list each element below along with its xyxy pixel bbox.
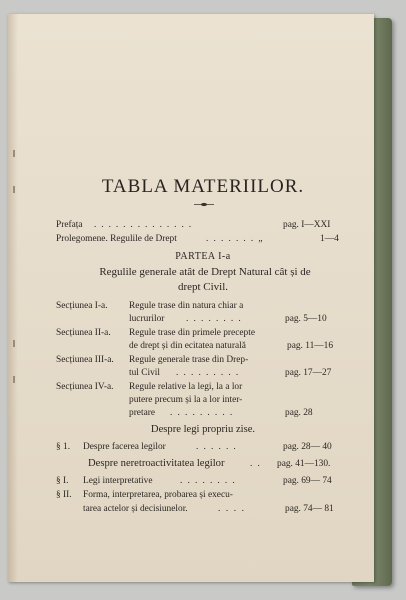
- title-ornament: [193, 202, 215, 207]
- page-ref: pag. 17—27: [285, 368, 332, 378]
- section-title-cont: tul Civil: [129, 368, 160, 378]
- leader-dots: . . . .: [218, 504, 246, 514]
- section-title-cont: putere precum și la a lor inter-: [129, 395, 243, 405]
- section-title: Regule generale trase din Drep-: [129, 355, 249, 365]
- page-ref: pag. 69— 74: [283, 476, 332, 486]
- toc-entry-prolegomene: Prolegomene. Regulile de Drept: [56, 234, 177, 244]
- section-title-cont: lucrurilor: [129, 314, 165, 324]
- page-ref: pag. 28— 40: [283, 442, 332, 452]
- leader-dots: . . . . . . . „: [206, 234, 264, 244]
- paragraph-number: § I.: [56, 476, 69, 486]
- section-number: Secțiunea I-a.: [56, 301, 108, 311]
- leader-dots: . . . . . . . .: [186, 314, 243, 324]
- subsection-heading: Despre legi propriu zise.: [150, 424, 256, 435]
- paragraph-title: Despre facerea legilor: [83, 442, 166, 452]
- section-number: Secțiunea III-a.: [56, 355, 114, 365]
- section-title-cont: pretare: [129, 408, 156, 418]
- subsection-heading-neretroactivitate: Despre neretroactivitatea legilor: [88, 458, 225, 469]
- part-heading: PARTEA I-a: [175, 251, 231, 262]
- page-title: TABLA MATERIILOR.: [101, 176, 305, 197]
- section-title: Regule trase din primele precepte: [129, 328, 255, 338]
- section-number: Secțiunea IV-a.: [56, 382, 114, 392]
- binding-stitch: [13, 376, 15, 383]
- binding-stitch: [13, 340, 15, 347]
- entry-label: Prefața: [56, 220, 83, 230]
- binding-stitch: [13, 150, 15, 157]
- leader-dots: . . . . . . . .: [180, 476, 237, 486]
- leader-dots: . .: [250, 459, 262, 469]
- section-number: Secțiunea II-a.: [56, 328, 111, 338]
- leader-dots: . . . . . . . . .: [170, 408, 234, 418]
- part-subtitle-line2: drept Civil.: [177, 281, 229, 293]
- leader-dots: . . . . . .: [196, 442, 238, 452]
- leader-dots: . . . . . . . . .: [176, 368, 240, 378]
- page-ref: pag. 11—16: [287, 341, 334, 351]
- page-ref: pag. 41—130.: [277, 459, 331, 469]
- page-ref: pag. 28: [285, 408, 313, 418]
- part-subtitle-line1: Regulile generale atât de Drept Natural cât și de: [99, 266, 311, 278]
- section-title: Regule relative la legi, la a lor: [129, 382, 243, 392]
- page-ref: pag. 5—10: [285, 314, 327, 324]
- page-ref: pag. 74— 81: [285, 504, 334, 514]
- paragraph-title: Forma, interpretarea, probarea și execu-: [83, 490, 233, 500]
- paragraph-title-cont: tarea actelor și decisiunelor.: [83, 504, 188, 514]
- paragraph-number: § II.: [56, 490, 72, 500]
- leader-dots: . . . . . . . . . . . . . .: [94, 220, 193, 230]
- toc-entry-prefata: [56, 219, 83, 231]
- paragraph-number: § 1.: [56, 442, 71, 452]
- section-title-cont: de drept și din ecitatea naturală: [129, 341, 246, 351]
- page-ref: 1—4: [320, 234, 339, 244]
- page-ref: pag. I—XXI: [283, 220, 331, 230]
- page-gutter-shadow: [8, 14, 18, 582]
- section-title: Regule trase din natura chiar a: [129, 301, 244, 311]
- paragraph-title: Legi interpretative: [83, 476, 153, 486]
